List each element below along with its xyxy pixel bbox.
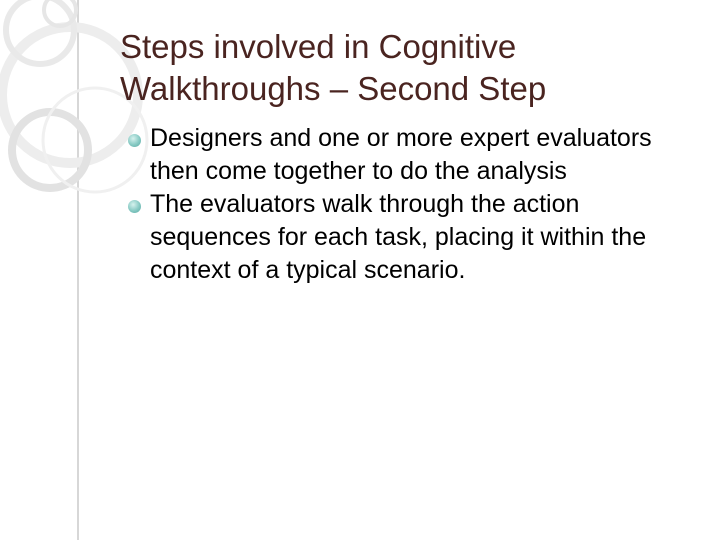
title-line-1: Steps involved in Cognitive <box>120 28 517 65</box>
bullet-item <box>128 188 688 287</box>
slide-title <box>120 26 690 110</box>
title-line-2: Walkthroughs – Second Step <box>120 70 547 107</box>
bullet-text: Designers and one or more expert evaluators then come together to do the analysis <box>150 124 652 185</box>
bullet-list <box>128 122 688 287</box>
bullet-item <box>128 122 688 188</box>
bullet-text: The evaluators walk through the action sequences for each task, placing it within the context of a typical scenario. <box>150 190 647 284</box>
teal-circle-bullet-icon <box>128 200 141 213</box>
teal-circle-bullet-icon <box>128 134 141 147</box>
